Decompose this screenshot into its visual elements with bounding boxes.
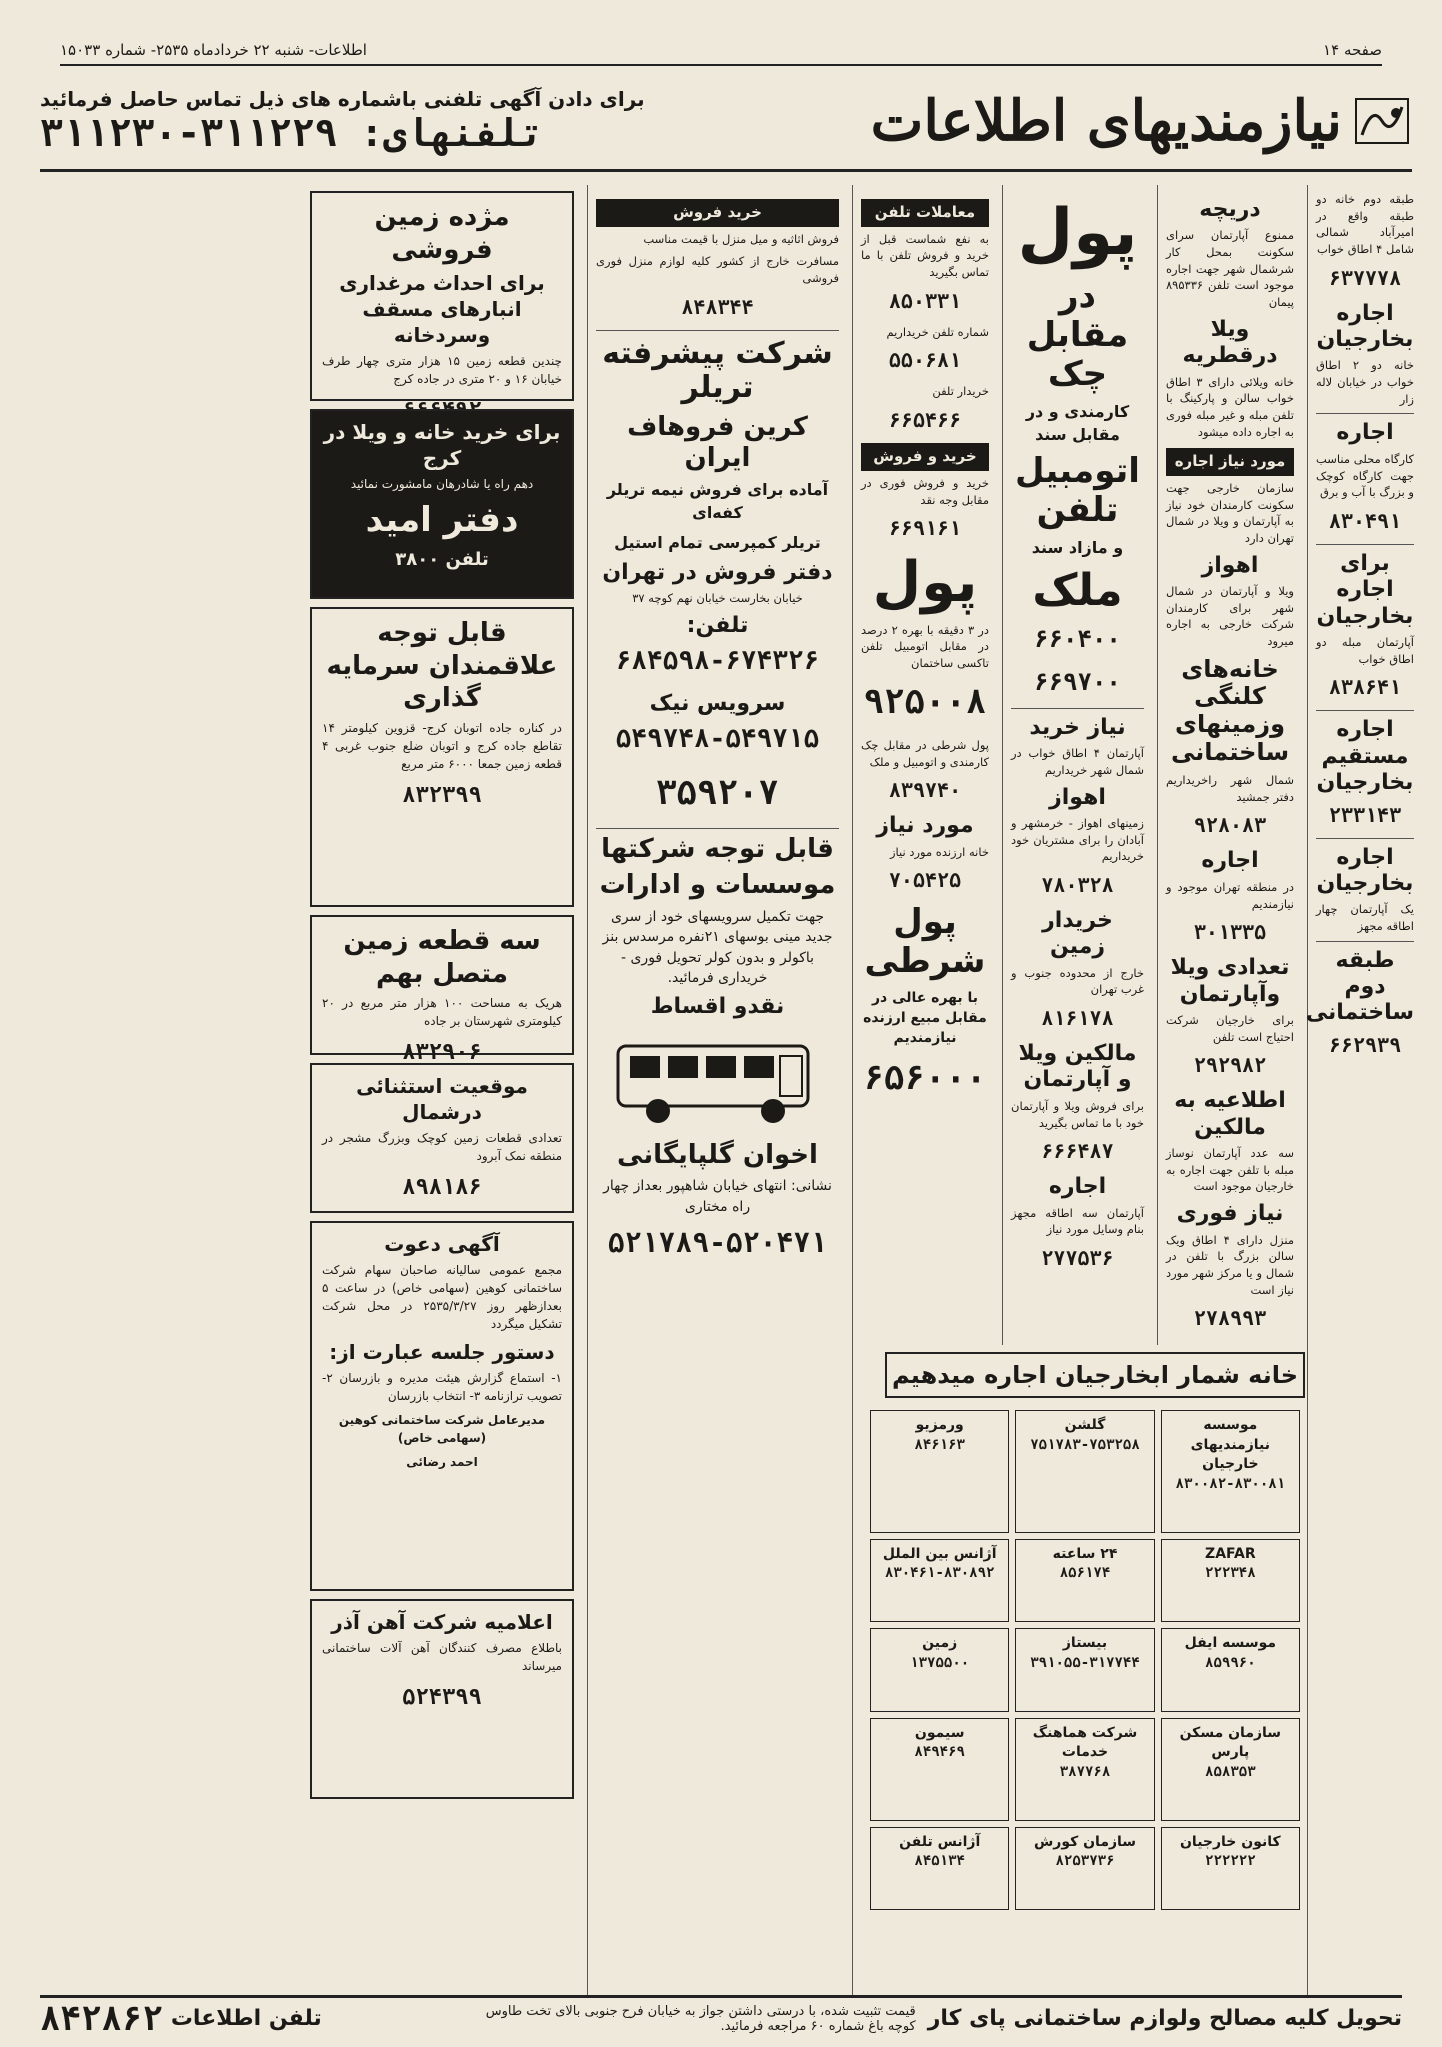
divider bbox=[1316, 838, 1414, 839]
mini-ad-phone: ۳۸۷۷۶۸ bbox=[1059, 1763, 1111, 1780]
mini-ad bbox=[1161, 1827, 1300, 1910]
ad-text: آپارتمان مبله دو اطاق خواب bbox=[1316, 635, 1414, 666]
ad-heading: اجاره bbox=[1048, 1174, 1107, 1200]
ad-box-subtitle: برای احداث مرغداری انبارهای مسقف وسردخانه bbox=[339, 271, 545, 347]
ad-text: خرید و فروش فوری در مقابل وجه نقد bbox=[861, 475, 989, 507]
ad-text: و مازاد سند bbox=[1031, 538, 1124, 558]
ad-phone: ۵۲۴۳۹۹ bbox=[402, 1685, 482, 1710]
ad-text: به نفع شماست قبل از خرید و فروش تلفن با ما تماس بگیرید bbox=[861, 231, 989, 280]
ad-text: نشانی: انتهای خیابان شاهپور بعداز چهار راه مختاری bbox=[603, 1178, 832, 1215]
divider bbox=[1316, 710, 1414, 711]
footer-phone-group bbox=[40, 1999, 322, 2039]
ad-text: خانه ویلائی دارای ۳ اطاق خواب سالن و پارکینگ با تلفن مبله و غیر مبله فوری به اجاره داده میشود bbox=[1166, 374, 1294, 439]
ad-phone: ۶۶۶۴۸۷ bbox=[1041, 1139, 1114, 1164]
mini-ad-title: ZAFAR bbox=[1205, 1545, 1256, 1562]
ad-phone: ۳۰۱۳۳۵ bbox=[1193, 920, 1267, 945]
ad-heading: قابل توجه شرکتها bbox=[601, 834, 834, 865]
footer-text-group bbox=[456, 2004, 1402, 2034]
ad-heading: مورد نیاز bbox=[876, 813, 974, 839]
ad-heading: ملک bbox=[1032, 564, 1123, 616]
ad-box-investment bbox=[310, 607, 574, 907]
ad-phone: ۵۴۹۷۴۸-۵۴۹۷۱۵ bbox=[615, 724, 820, 755]
mini-ad-phone: ۱۳۷۵۵۰۰ bbox=[910, 1654, 970, 1671]
ad-heading: طبقه دوم ساختمانی bbox=[1305, 947, 1414, 1026]
mini-ad-title: آژانس بین الملل bbox=[882, 1545, 997, 1562]
mini-ads-grid bbox=[870, 1410, 1300, 1910]
ad-box-title: قابل توجه علاقمندان سرمایه گذاری bbox=[326, 618, 558, 713]
ad-heading: ویلا درقطریه bbox=[1182, 316, 1278, 369]
mini-ad bbox=[1015, 1718, 1154, 1821]
mini-ad bbox=[1161, 1628, 1300, 1711]
ad-text: سازمان خارجی جهت سکونت کارمندان خود نیاز به آپارتمان و ویلا در شمال تهران دارد bbox=[1166, 480, 1294, 545]
ad-text: خیابان بخارست خیابان نهم کوچه ۳۷ bbox=[632, 591, 803, 606]
column-5 bbox=[302, 185, 582, 1995]
ad-phone: ۶۳۷۷۷۸ bbox=[1328, 265, 1402, 290]
ad-box-land-sale bbox=[310, 191, 574, 401]
ad-text: سه عدد آپارتمان نوساز مبله با تلفن جهت اجاره به خارجیان موجود است bbox=[1166, 1146, 1294, 1194]
ad-heading: اجاره مستقیم بخارجیان bbox=[1316, 717, 1414, 796]
ad-box-title: موقعیت استثنائی درشمال bbox=[356, 1074, 528, 1124]
divider bbox=[1316, 941, 1414, 942]
ad-phone: ۷۸۰۳۲۸ bbox=[1041, 872, 1114, 897]
ad-box-subtitle: دستور جلسه عبارت از: bbox=[329, 1340, 555, 1364]
mini-ad-phone: ۸۲۵۳۷۳۶ bbox=[1055, 1853, 1115, 1870]
mini-ad-title: موسسه نیازمندیهای خارجیان bbox=[1190, 1417, 1271, 1473]
ad-heading: نیاز خرید bbox=[1029, 714, 1126, 740]
ad-text: تریلر کمپرسی تمام استیل bbox=[614, 532, 821, 552]
ad-phone: ۸۵۰۳۳۱ bbox=[888, 288, 962, 313]
ad-phone: ۷۰۵۴۲۵ bbox=[888, 868, 962, 893]
ad-text: مدیرعامل شرکت ساختمانی کوهین (سهامی خاص) bbox=[338, 1413, 546, 1445]
footer-phone: ۸۴۲۸۶۲ bbox=[40, 1998, 163, 2039]
mini-ad bbox=[870, 1539, 1009, 1622]
ad-heading: کرین فروهاف ایران bbox=[627, 411, 808, 473]
ad-phone: ۸۹۸۱۸۶ bbox=[402, 1175, 482, 1200]
ad-box-title: مژده زمین فروشی bbox=[374, 202, 510, 265]
ad-heading: پول bbox=[872, 550, 978, 616]
section-header: خرید و فروش bbox=[861, 443, 989, 471]
ad-phone: ۲۹۲۹۸۲ bbox=[1193, 1053, 1267, 1078]
ad-heading: در مقابل چک bbox=[1026, 275, 1129, 394]
ad-heading: برای اجاره بخارجیان bbox=[1316, 550, 1414, 629]
mini-ad bbox=[1015, 1628, 1154, 1711]
ad-box-three-lots bbox=[310, 915, 574, 1065]
ad-phone: ۵۲۱۷۸۹-۵۲۰۴۷۱ bbox=[607, 1226, 828, 1260]
mini-ad bbox=[1161, 1718, 1300, 1821]
mini-ad-title: زمین bbox=[922, 1635, 958, 1652]
ad-heading: اجاره bbox=[1201, 848, 1259, 874]
mini-ad-phone: ۲۲۲۳۴۸ bbox=[1205, 1565, 1256, 1582]
ad-text: شماره تلفن خریداریم bbox=[886, 324, 989, 339]
ad-text: در ۳ دقیقه با بهره ۲ درصد در مقابل اتومبیل تلفن تاکسی ساختمان bbox=[861, 622, 989, 670]
page-header-line bbox=[60, 40, 1382, 66]
ad-text: آپارتمان سه اطاقه مجهز بنام وسایل مورد نیاز bbox=[1011, 1205, 1144, 1237]
footer-phone-label: تلفن اطلاعات bbox=[170, 2006, 322, 2031]
ad-heading: اجاره بخارجیان bbox=[1316, 844, 1414, 896]
ad-phone: ۸۳۰۴۹۱ bbox=[1328, 508, 1402, 533]
ad-phone: ۶۵۶۰۰۰ bbox=[863, 1058, 987, 1099]
ad-phone: ۸۱۶۱۷۸ bbox=[1041, 1006, 1114, 1031]
mini-ad-title: گلشن bbox=[1064, 1417, 1106, 1433]
ad-heading: مالکین ویلا و آپارتمان bbox=[1018, 1041, 1137, 1093]
masthead-contact bbox=[40, 87, 645, 155]
column-2 bbox=[1002, 185, 1152, 1345]
mini-ad-title: ورمزیو bbox=[915, 1417, 964, 1433]
ad-text: برای خارجیان شرکت احتیاج است تلفن bbox=[1166, 1012, 1294, 1044]
ad-text: ممنوع آپارتمان سرای سکونت بمحل کار شرشمال شهر جهت اجاره موجود است تلفن ۸۹۵۳۳۶ پیمان bbox=[1166, 228, 1294, 310]
mini-ad-phone: ۳۹۱۰۵۵-۳۱۷۷۴۴ bbox=[1030, 1654, 1140, 1671]
ad-heading: دفتر فروش در تهران bbox=[602, 559, 833, 585]
ad-box-ahan-azar bbox=[310, 1599, 574, 1799]
mini-ad-title: سیمون bbox=[914, 1724, 965, 1741]
ad-text: در کناره جاده اتوبان کرج- قزوین کیلومتر ۱۴ تقاطع جاده کرج و اتوبان ضلع جنوب غربی ۴ قطعه زمین جمعا ۶۰۰۰ متر مربع bbox=[322, 720, 562, 771]
mini-ad-phone: ۸۵۹۹۶۰ bbox=[1205, 1654, 1256, 1671]
ad-heading: اجاره bbox=[1336, 420, 1394, 446]
ad-text: چندین قطعه زمین ۱۵ هزار متری چهار طرف خیابان ۱۶ و ۲۰ متری در جاده کرج bbox=[322, 354, 562, 386]
phones-label: تلفنهای: bbox=[360, 110, 544, 155]
ad-text: در منطقه تهران موجود و نیازمندیم bbox=[1166, 879, 1294, 911]
ad-phone: ۶۶۹۱۶۱ bbox=[888, 516, 962, 541]
ad-phone: ۲۳۳۱۴۳ bbox=[1328, 802, 1402, 827]
mini-ad-phone: ۸۴۹۴۶۹ bbox=[914, 1744, 965, 1761]
ad-heading: خانه‌های کلنگی وزمینهای ساختمانی bbox=[1170, 654, 1290, 766]
ad-text: با بهره عالی در مقابل مبیع ارزنده نیازمندیم bbox=[863, 989, 987, 1047]
mini-ad-title: سازمان مسکن پارس bbox=[1179, 1724, 1282, 1761]
ad-heading: نقدو اقساط bbox=[650, 994, 785, 1020]
divider bbox=[1316, 544, 1414, 545]
ad-text: آپارتمان ۴ اطاق خواب در شمال شهر خریداریم bbox=[1011, 746, 1144, 777]
logo-emblem-icon bbox=[1352, 91, 1412, 151]
ad-heading: دریچه bbox=[1199, 197, 1261, 222]
rental-banner: خانه شمار ابخارجیان اجاره میدهیم bbox=[885, 1352, 1305, 1398]
mini-ad bbox=[870, 1628, 1009, 1711]
mini-ad-title: کانون خارجیان bbox=[1179, 1833, 1281, 1850]
ad-phone: ۶۶۵۴۶۶ bbox=[888, 408, 962, 433]
page-number: صفحه ۱۴ bbox=[1323, 41, 1382, 59]
ad-phone: ۶۶۹۷۰۰ bbox=[1034, 668, 1121, 697]
mini-ad-phone: ۸۳۰۰۸۲-۸۳۰۰۸۱ bbox=[1175, 1475, 1286, 1492]
ad-text: خریدار تلفن bbox=[932, 384, 989, 399]
masthead-title: نیازمندیهای اطلاعات bbox=[870, 87, 1342, 154]
ad-text: تعدادی قطعات زمین کوچک وبزرگ مشجر در منطقه نمک آبرود bbox=[322, 1131, 562, 1163]
ad-phone: ۸۳۲۳۹۹ bbox=[402, 782, 482, 808]
footer-sub: قیمت تثبیت شده، با درستی داشتن جواز به خیابان فرح جنوبی بالای تخت طاوس کوچه باغ شماره ۶۰ مراجعه فرمائید. bbox=[485, 2003, 916, 2034]
ad-box-north bbox=[310, 1063, 574, 1213]
ad-heading: اطلاعیه به مالکین bbox=[1174, 1088, 1286, 1140]
ad-heading: خریدار زمین bbox=[1042, 907, 1113, 960]
ad-phone: ۲۷۷۵۳۶ bbox=[1041, 1245, 1114, 1270]
divider bbox=[596, 330, 839, 331]
ad-text: خارج از محدوده جنوب و غرب تهران bbox=[1011, 965, 1144, 997]
ad-heading: اهواز bbox=[1201, 552, 1259, 578]
ad-phone: تلفن ۳۸۰۰ bbox=[395, 548, 489, 570]
ad-text: جهت تکمیل سرویسهای خود از سری جدید مینی بوسهای ۲۱نفره مرسدس بنز باکولر و بدون کولر تحویل فوری - خریداری فرمائید. bbox=[602, 909, 833, 986]
column-1 bbox=[1157, 185, 1302, 1345]
ad-phone: ۸۳۸۶۴۱ bbox=[1328, 675, 1402, 700]
column-0 bbox=[1307, 185, 1422, 1995]
ad-heading: اخوان گلپایگانی bbox=[617, 1139, 818, 1170]
mini-ad bbox=[1161, 1410, 1300, 1533]
ad-text: دهم راه یا شادرهان مامشورت نمائید bbox=[350, 477, 534, 491]
ad-box-title: سه قطعه زمین متصل بهم bbox=[343, 926, 541, 989]
ad-text: احمد رضائی bbox=[406, 1455, 478, 1469]
ad-heading: پول bbox=[1017, 196, 1138, 270]
ad-text: خانه دو ۲ اطاق خواب در خیابان لاله زار bbox=[1316, 358, 1414, 406]
mini-ad bbox=[870, 1718, 1009, 1821]
ad-phone: ۹۲۸۰۸۳ bbox=[1193, 813, 1267, 838]
ad-text: باطلاع مصرف کنندگان آهن آلات ساختمانی میرساند bbox=[322, 1641, 562, 1673]
mini-ad bbox=[870, 1827, 1009, 1910]
mini-ad bbox=[1161, 1539, 1300, 1622]
mini-ad-title: ۲۴ ساعته bbox=[1052, 1545, 1118, 1562]
mini-ad-title: سازمان کورش bbox=[1033, 1833, 1137, 1850]
mini-ad bbox=[1015, 1410, 1154, 1533]
ad-phone: ۵۵۰۶۸۱ bbox=[888, 348, 962, 373]
ad-heading: سرویس نیک bbox=[649, 690, 786, 716]
ad-text: کارمندی و در مقابل سند bbox=[1025, 401, 1130, 445]
ad-phone: ۶۶۲۹۳۹ bbox=[1328, 1032, 1402, 1057]
ad-box-name: دفتر امید bbox=[365, 500, 519, 540]
page-footer bbox=[40, 1995, 1402, 2039]
ad-text: مسافرت خارج از کشور کلیه لوازم منزل فوری فروشی bbox=[596, 254, 839, 286]
divider bbox=[1011, 708, 1144, 709]
ad-text: یک آپارتمان چهار اطاقه مجهز bbox=[1316, 902, 1414, 934]
section-header: مورد نیاز اجاره bbox=[1166, 448, 1294, 476]
mini-ad-phone: ۲۲۲۲۲۲ bbox=[1205, 1853, 1256, 1870]
ad-heading: اتومبیل تلفن bbox=[1015, 451, 1140, 531]
mini-ad bbox=[1015, 1539, 1154, 1622]
mini-ad-phone: ۸۳۰۴۶۱-۸۳۰۸۹۲ bbox=[884, 1565, 995, 1582]
ad-heading: پول شرطی bbox=[864, 902, 986, 982]
issue-info: اطلاعات- شنبه ۲۲ خردادماه ۲۵۳۵- شماره ۱۵۰۳۳ bbox=[60, 41, 367, 59]
ad-phone: ۳۵۹۲۰۷ bbox=[656, 772, 779, 813]
mini-ad-title: بیستاز bbox=[1062, 1635, 1108, 1652]
phone-label: تلفن: bbox=[686, 612, 749, 638]
mini-ad-phone: ۸۵۶۱۷۴ bbox=[1059, 1565, 1111, 1582]
minibus-illustration-icon bbox=[608, 1031, 828, 1131]
ad-text: شمال شهر راخریداریم دفتر جمشید bbox=[1166, 773, 1294, 804]
ad-text: پول شرطی در مقابل چک کارمندی و اتومبیل و ملک bbox=[861, 737, 989, 769]
ad-text: هریک به مساحت ۱۰۰ هزار متر مربع در ۲۰ کیلومتری شهرستان بر جاده bbox=[322, 996, 562, 1028]
ad-box-title: اعلامیه شرکت آهن آذر bbox=[331, 1610, 553, 1634]
masthead bbox=[40, 72, 1412, 172]
ad-phone: ۲۷۸۹۹۳ bbox=[1193, 1306, 1267, 1331]
mini-ad bbox=[1015, 1827, 1154, 1910]
mini-ad-title: موسسه ایفل bbox=[1184, 1635, 1277, 1652]
ad-text: مجمع عمومی سالیانه صاحبان سهام شرکت ساختمانی کوهین (سهامی خاص) در ساعت ۵ بعدازظهر روز ۲۵۳۵/۳/۲۷ در محل شرکت تشکیل میگردد bbox=[322, 1263, 563, 1331]
ad-heading: تعدادی ویلا وآپارتمان bbox=[1170, 955, 1290, 1007]
ad-text: طبقه دوم خانه دو طبقه واقع در امیرآباد شمالی شامل ۴ اطاق خواب bbox=[1316, 192, 1414, 257]
divider bbox=[596, 828, 839, 829]
masthead-phones bbox=[40, 111, 645, 155]
ad-text: آماده برای فروش نیمه تریلر کفه‌ای bbox=[606, 480, 829, 523]
phones-value: ۳۱۱۲۲۹-۳۱۱۲۳۰ bbox=[40, 110, 338, 155]
ad-text: کارگاه محلی مناسب جهت کارگاه کوچک و بزرگ با آب و برق bbox=[1316, 451, 1414, 500]
ad-phone: ۶۸۴۵۹۸-۶۷۴۳۲۶ bbox=[615, 646, 820, 677]
ad-heading: شرکت پیشرفته تریلر bbox=[602, 335, 833, 406]
mini-ad-phone: ۸۴۵۱۳۴ bbox=[914, 1853, 965, 1870]
mini-ad-phone: ۸۴۶۱۶۳ bbox=[914, 1436, 965, 1453]
ad-text: منزل دارای ۴ اطاق ویک سالن بزرگ با تلفن در شمال و یا مرکز شهر مورد نیاز است bbox=[1166, 1232, 1294, 1297]
mini-ad bbox=[870, 1410, 1009, 1533]
mini-ad-phone: ۷۵۱۷۸۳-۷۵۳۲۵۸ bbox=[1030, 1436, 1140, 1453]
ad-phone: ۸۴۸۳۴۴ bbox=[681, 294, 754, 319]
ad-heading: اجاره بخارجیان bbox=[1316, 300, 1414, 353]
ad-heading: اهواز bbox=[1049, 784, 1106, 810]
ad-text: زمینهای اهواز - خرمشهر و آبادان را برای مشتریان خود خریداریم bbox=[1011, 815, 1144, 864]
ad-box-title: آگهی دعوت bbox=[384, 1232, 500, 1256]
ad-phone: ۸۳۲۹۰۶ bbox=[402, 1040, 482, 1065]
ad-phone: ۶۶۰۴۰۰ bbox=[1034, 625, 1121, 654]
ad-box-karaj bbox=[310, 409, 574, 599]
ad-phone: ۸۳۹۷۴۰ bbox=[888, 778, 962, 803]
ad-text: برای فروش ویلا و آپارتمان خود با ما تماس بگیرید bbox=[1011, 1098, 1144, 1130]
ad-heading: نیاز فوری bbox=[1176, 1201, 1284, 1227]
mini-ad-phone: ۸۵۸۳۵۳ bbox=[1205, 1763, 1256, 1780]
section-header: معاملات تلفن bbox=[861, 199, 989, 227]
ad-box-title: برای خرید خانه و ویلا در کرج bbox=[323, 420, 561, 470]
column-4 bbox=[587, 185, 847, 1995]
divider bbox=[1316, 413, 1414, 414]
mini-ad-title: آژانس تلفن bbox=[899, 1833, 981, 1850]
section-header: خرید فروش bbox=[596, 199, 839, 227]
ad-text: ویلا و آپارتمان در شمال شهر برای کارمندان شرکت خارجی به اجاره میرود bbox=[1166, 584, 1294, 649]
ad-phone: ۹۲۵۰۰۸ bbox=[863, 681, 987, 722]
masthead-notice: برای دادن آگهی تلفنی باشماره های ذیل تماس حاصل فرمائید bbox=[40, 86, 645, 111]
ad-text: ۱- استماع گزارش هیئت مدیره و بازرسان ۲- تصویب ترازنامه ۳- انتخاب بازرسان bbox=[322, 1371, 562, 1403]
footer-main: تحویل کلیه مصالح ولوازم ساختمانی پای کار bbox=[927, 2006, 1402, 2031]
ad-heading: موسسات و ادارات bbox=[599, 870, 836, 901]
masthead-title-group bbox=[871, 88, 1412, 154]
ad-box-invitation bbox=[310, 1221, 574, 1591]
ad-text: فروش اثاثیه و میل منزل با قیمت مناسب bbox=[643, 231, 839, 246]
ad-text: خانه ارزنده مورد نیاز bbox=[889, 844, 989, 859]
mini-ad-title: شرکت هماهنگ خدمات bbox=[1032, 1724, 1138, 1761]
